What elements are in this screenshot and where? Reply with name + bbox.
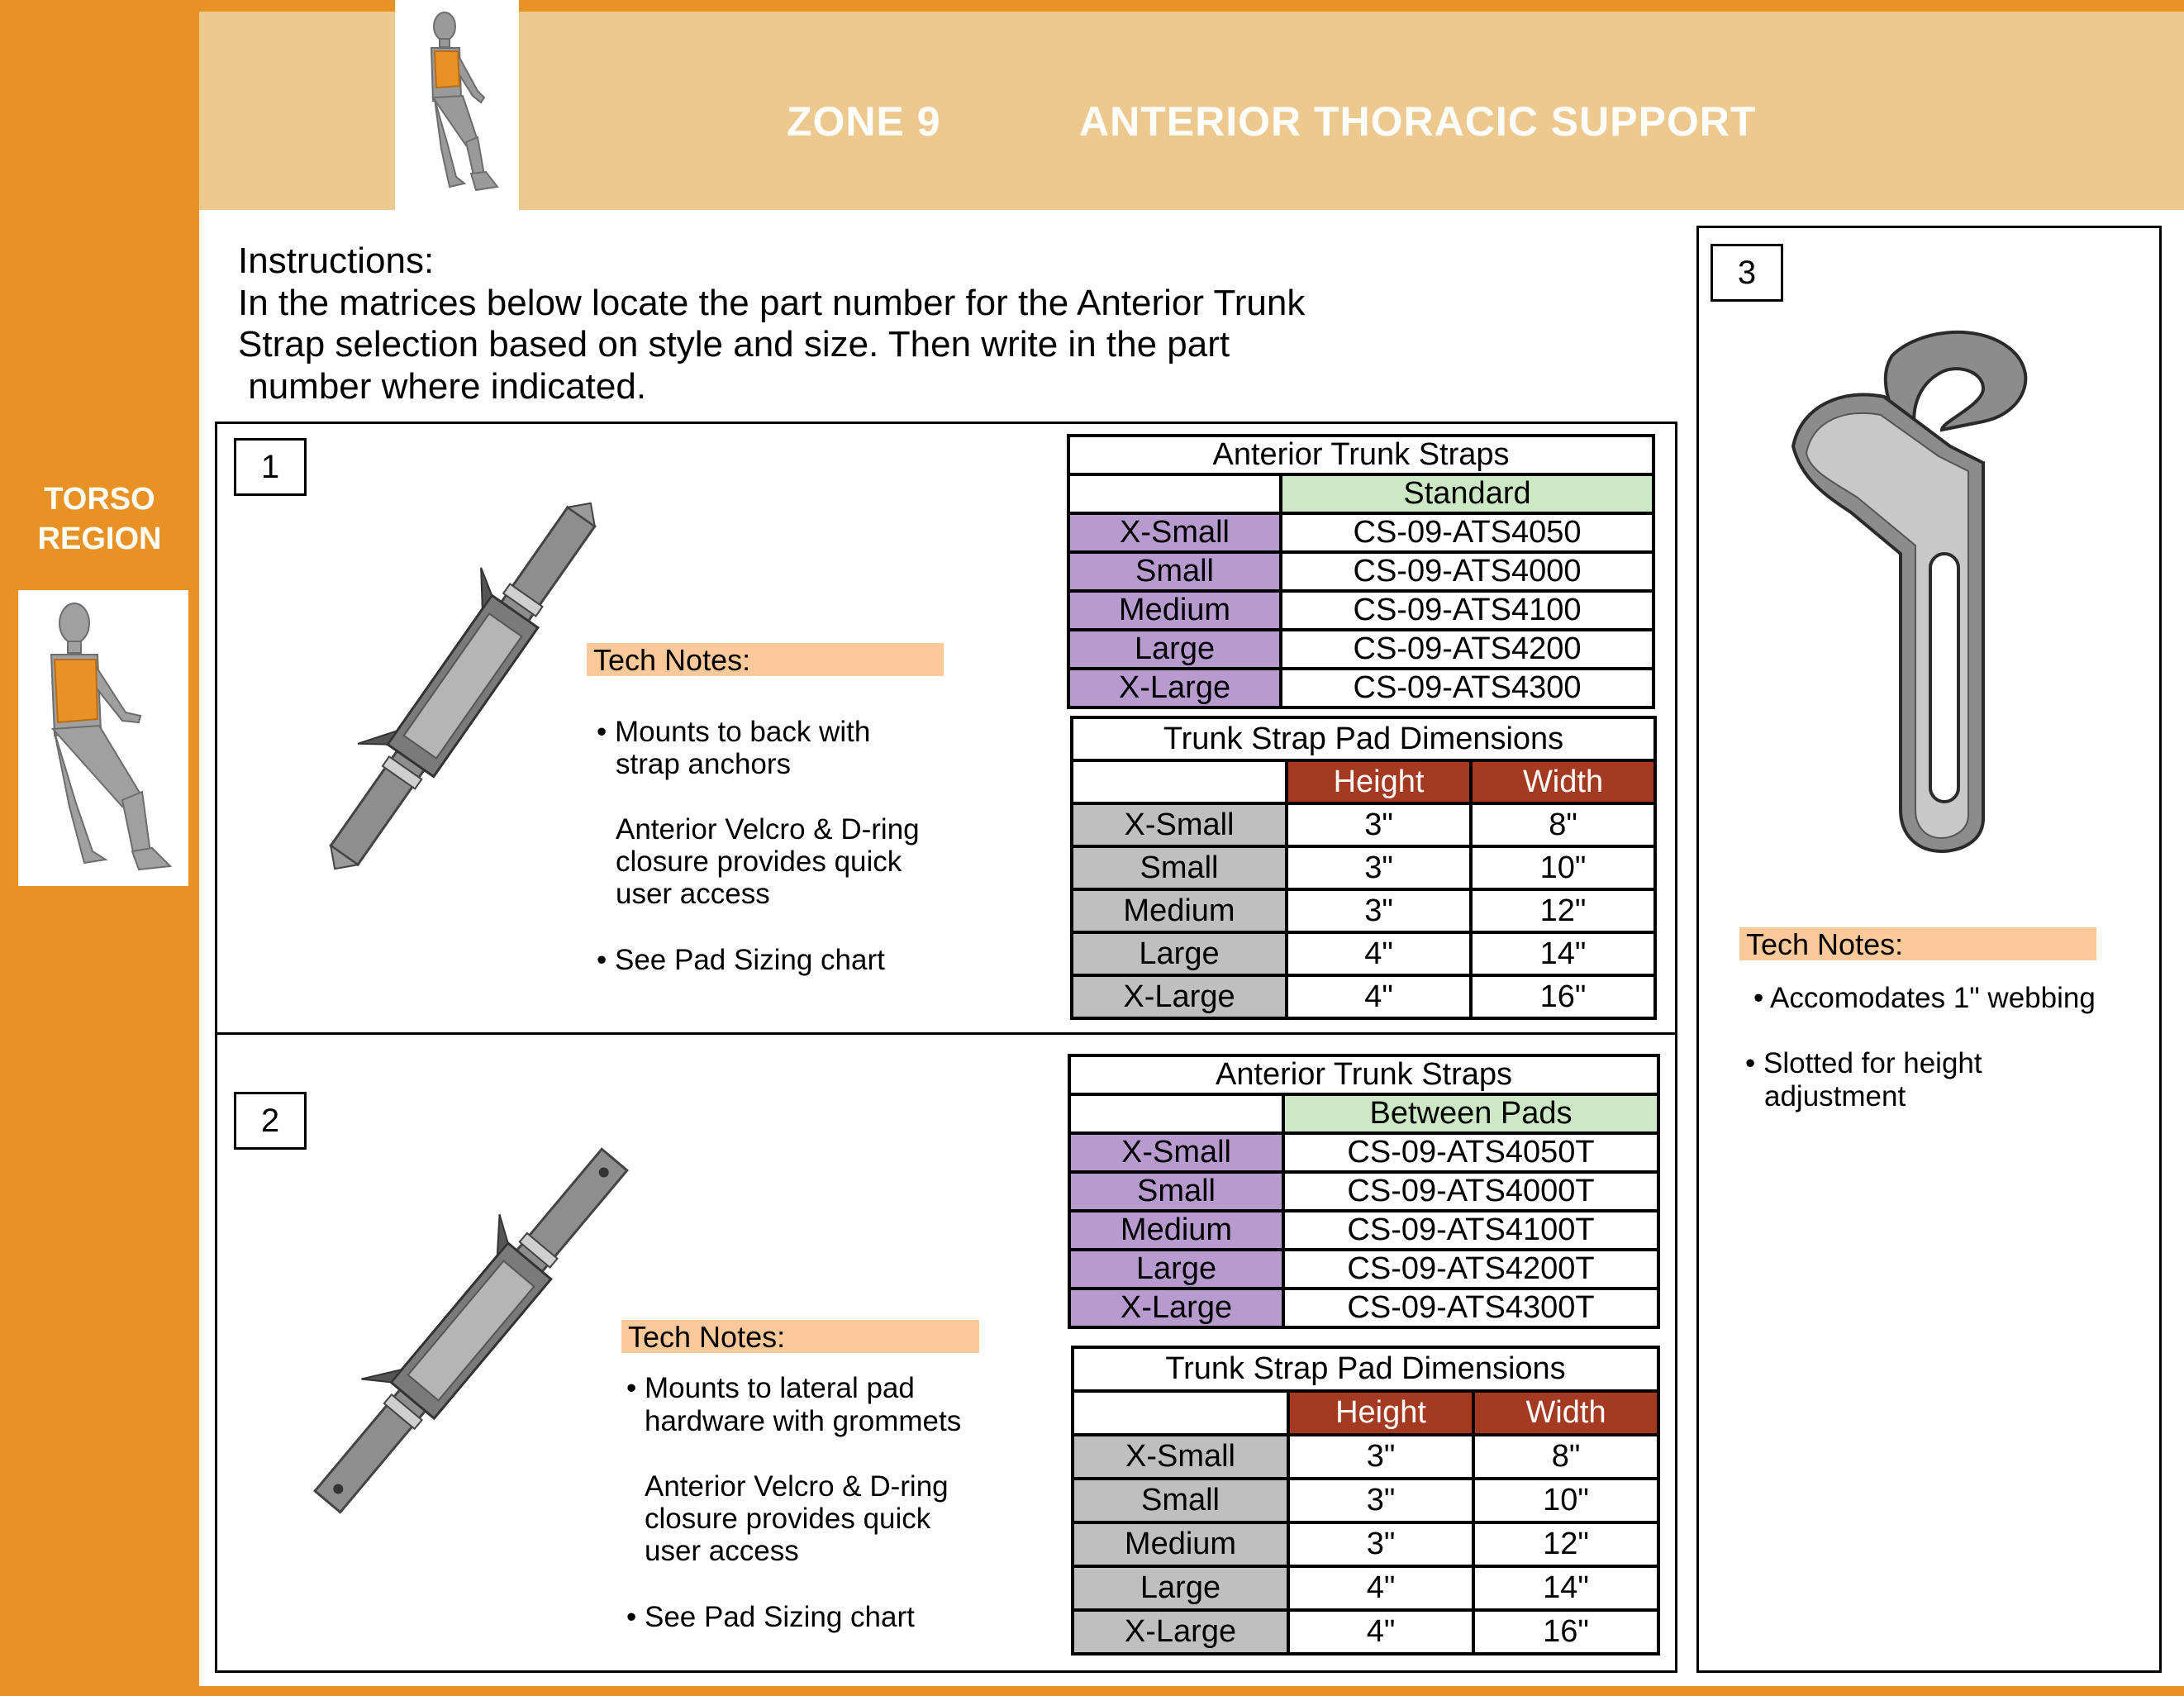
part-number: CS-09-ATS4000T xyxy=(1283,1172,1658,1211)
pad-height: 3" xyxy=(1287,846,1471,889)
size-label: Medium xyxy=(1072,889,1287,932)
size-label: Large xyxy=(1073,1566,1288,1610)
part-number: CS-09-ATS4300T xyxy=(1283,1289,1658,1327)
size-label: X-Large xyxy=(1069,1289,1283,1327)
option-2-pad-table xyxy=(1071,1346,1660,1656)
option-1-strap-table xyxy=(1067,434,1655,709)
size-label: Large xyxy=(1069,1250,1283,1289)
size-label: Small xyxy=(1072,846,1287,889)
pad-height: 3" xyxy=(1288,1522,1473,1566)
pad-height: 4" xyxy=(1287,975,1471,1018)
tech-note: user access xyxy=(616,878,770,910)
instructions-line-2: Strap selection based on style and size. Then write in the part xyxy=(238,324,1230,364)
height-header: Height xyxy=(1288,1391,1473,1435)
part-number: CS-09-ATS4000 xyxy=(1281,552,1653,591)
standard-trunk-strap-image xyxy=(248,471,678,901)
size-label: Large xyxy=(1068,630,1281,669)
pad-height: 3" xyxy=(1287,889,1471,932)
tech-note: • Mounts to lateral pad xyxy=(626,1372,915,1404)
strap-table-corner xyxy=(1068,474,1281,513)
width-header: Width xyxy=(1473,1391,1658,1435)
tech-note: closure provides quick xyxy=(645,1503,931,1535)
size-label: Medium xyxy=(1069,1211,1283,1250)
pad-height: 3" xyxy=(1287,803,1471,846)
height-header: Height xyxy=(1287,760,1471,803)
option-3-number: 3 xyxy=(1711,244,1783,302)
size-label: X-Small xyxy=(1073,1435,1288,1479)
part-number: CS-09-ATS4050T xyxy=(1283,1133,1658,1172)
pad-width: 14" xyxy=(1471,932,1655,975)
part-number: CS-09-ATS4200T xyxy=(1283,1250,1658,1289)
pad-table-title: Trunk Strap Pad Dimensions xyxy=(1072,717,1655,760)
size-label: X-Small xyxy=(1069,1133,1283,1172)
size-label: Small xyxy=(1068,552,1281,591)
tech-note: Anterior Velcro & D-ring xyxy=(616,813,920,846)
strap-style-header: Between Pads xyxy=(1283,1094,1658,1133)
part-number: CS-09-ATS4300 xyxy=(1281,669,1653,707)
pad-height: 4" xyxy=(1288,1566,1473,1610)
pad-height: 4" xyxy=(1288,1610,1473,1654)
tech-note: hardware with grommets xyxy=(645,1405,962,1437)
pad-height: 3" xyxy=(1288,1435,1473,1479)
pad-width: 8" xyxy=(1471,803,1655,846)
strap-style-header: Standard xyxy=(1281,474,1653,513)
tech-note: • Accomodates 1" webbing xyxy=(1753,982,2096,1014)
tech-note: • See Pad Sizing chart xyxy=(626,1601,915,1633)
size-label: X-Large xyxy=(1072,975,1287,1018)
tech-notes-label: Tech Notes: xyxy=(1739,927,2096,960)
part-number: CS-09-ATS4050 xyxy=(1281,513,1653,552)
size-label: Small xyxy=(1073,1479,1288,1522)
pad-table-corner xyxy=(1073,1391,1288,1435)
tech-notes-label: Tech Notes: xyxy=(587,643,944,676)
pad-width: 8" xyxy=(1473,1435,1658,1479)
size-label: Medium xyxy=(1073,1522,1288,1566)
tech-note: • Mounts to back with xyxy=(597,716,871,748)
option-2-strap-table xyxy=(1068,1054,1660,1329)
instructions-line-1: In the matrices below locate the part number for the Anterior Trunk xyxy=(238,283,1306,323)
pad-width: 10" xyxy=(1471,846,1655,889)
tech-note: closure provides quick xyxy=(616,846,902,878)
width-header: Width xyxy=(1471,760,1655,803)
part-number: CS-09-ATS4200 xyxy=(1281,630,1653,669)
strap-table-corner xyxy=(1069,1094,1283,1133)
option-2-number: 2 xyxy=(234,1092,307,1150)
seated-figure-thumbnail xyxy=(395,0,519,210)
tech-note: strap anchors xyxy=(616,748,792,780)
part-number: CS-09-ATS4100 xyxy=(1281,591,1653,630)
strap-table-title: Anterior Trunk Straps xyxy=(1068,436,1653,474)
pad-width: 14" xyxy=(1473,1566,1658,1610)
pad-width: 16" xyxy=(1471,975,1655,1018)
strap-table-title: Anterior Trunk Straps xyxy=(1069,1055,1658,1094)
region-label-line2: REGION xyxy=(37,522,162,556)
page-title: ANTERIOR THORACIC SUPPORT xyxy=(1079,98,1757,145)
size-label: X-Small xyxy=(1072,803,1287,846)
pad-height: 3" xyxy=(1288,1479,1473,1522)
zone-label: ZONE 9 xyxy=(787,98,941,145)
region-label xyxy=(0,479,199,559)
tech-note: user access xyxy=(645,1535,799,1567)
pad-table-corner xyxy=(1072,760,1287,803)
part-number: CS-09-ATS4100T xyxy=(1283,1211,1658,1250)
pad-width: 16" xyxy=(1473,1610,1658,1654)
pad-height: 4" xyxy=(1287,932,1471,975)
option-1-pad-table xyxy=(1070,716,1657,1020)
pad-width: 12" xyxy=(1473,1522,1658,1566)
strap-anchor-image xyxy=(1777,322,2074,868)
size-label: Small xyxy=(1069,1172,1283,1211)
tech-note: • See Pad Sizing chart xyxy=(597,944,885,976)
pad-table-title: Trunk Strap Pad Dimensions xyxy=(1073,1347,1658,1391)
region-label-line1: TORSO xyxy=(44,482,155,517)
instructions-heading: Instructions: xyxy=(238,241,435,281)
instructions-line-3: number where indicated. xyxy=(238,366,647,407)
tech-note: • Slotted for height xyxy=(1745,1047,1982,1079)
tech-notes-label: Tech Notes: xyxy=(621,1320,979,1353)
pad-width: 12" xyxy=(1471,889,1655,932)
torso-region-figure xyxy=(18,590,188,886)
size-label: Large xyxy=(1072,932,1287,975)
size-label: X-Small xyxy=(1068,513,1281,552)
tech-note: adjustment xyxy=(1764,1080,1906,1112)
bottom-border xyxy=(199,1686,2184,1696)
tech-note: Anterior Velcro & D-ring xyxy=(645,1470,949,1503)
size-label: X-Large xyxy=(1073,1610,1288,1654)
option-1-number: 1 xyxy=(234,438,307,496)
size-label: Medium xyxy=(1068,591,1281,630)
pad-width: 10" xyxy=(1473,1479,1658,1522)
size-label: X-Large xyxy=(1068,669,1281,707)
